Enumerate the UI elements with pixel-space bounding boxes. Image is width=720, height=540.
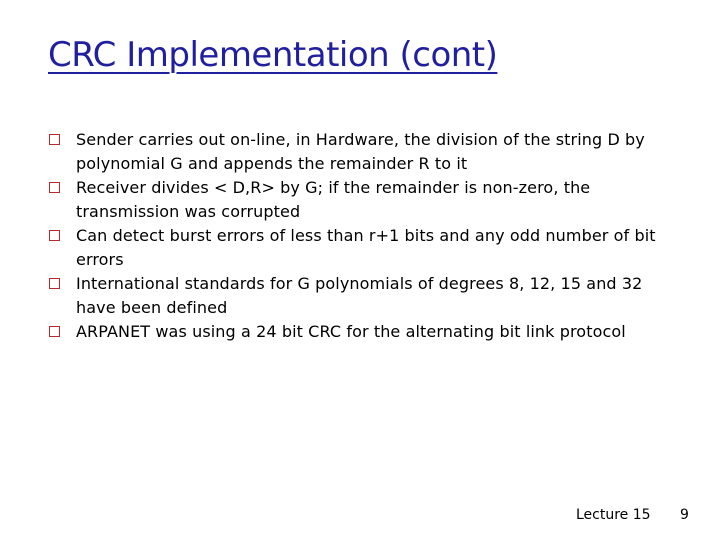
bullet-list	[48, 128, 658, 345]
footer-lecture-label: Lecture 15	[576, 507, 651, 523]
bullet-text: Receiver divides < D,R> by G; if the remainder is non-zero, the transmission was corrupted	[76, 178, 591, 221]
bullet-text: International standards for G polynomials of degrees 8, 12, 15 and 32 have been defined	[76, 274, 643, 317]
bullet-item	[48, 272, 658, 319]
bullet-item	[48, 320, 658, 344]
page-number: 9	[680, 507, 689, 523]
square-bullet-icon	[49, 326, 60, 337]
bullet-text: ARPANET was using a 24 bit CRC for the alternating bit link protocol	[76, 322, 626, 341]
slide-title: CRC Implementation (cont)	[48, 35, 498, 75]
bullet-text: Can detect burst errors of less than r+1 bits and any odd number of bit errors	[76, 226, 656, 269]
bullet-item	[48, 224, 658, 271]
square-bullet-icon	[49, 230, 60, 241]
bullet-item	[48, 176, 658, 223]
square-bullet-icon	[49, 278, 60, 289]
bullet-item	[48, 128, 658, 175]
square-bullet-icon	[49, 182, 60, 193]
bullet-text: Sender carries out on-line, in Hardware, the division of the string D by polynomial G and appends the remainder R to it	[76, 130, 645, 173]
square-bullet-icon	[49, 134, 60, 145]
